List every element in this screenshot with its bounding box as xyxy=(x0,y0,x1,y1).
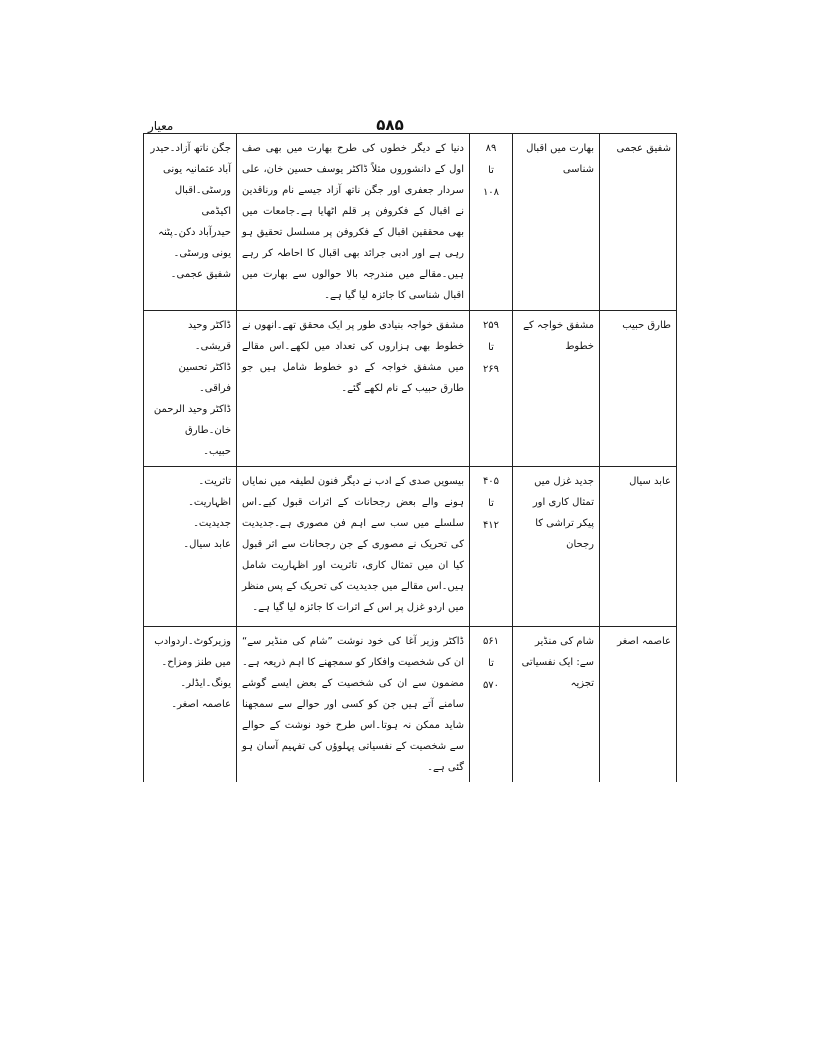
author-cell: شفیق عجمی xyxy=(600,134,677,311)
title-cell: بھارت میں اقبال شناسی xyxy=(513,134,600,311)
keyword: جدیدیت۔ xyxy=(193,518,231,529)
summary-cell: مشفق خواجہ بنیادی طور پر ایک محقق تھے۔انھوں نے خطوط بھی ہزاروں کی تعداد میں لکھے۔اس مقالے میں مشفق خواجہ کے دو خطوط شامل ہیں جو طارق حبیب کے نام لکھے گئے۔ xyxy=(237,311,470,467)
title-cell: شام کی منڈیر سے: ایک نفسیاتی تجزیہ xyxy=(513,627,600,783)
page-range-word: تا xyxy=(488,658,494,669)
table-row xyxy=(144,134,677,311)
keyword: شفیق عجمی۔ xyxy=(170,269,231,280)
running-head: معیار xyxy=(148,119,174,133)
keywords-cell xyxy=(144,311,237,467)
keyword: ڈاکٹر تحسین فراقی۔ xyxy=(178,362,231,394)
pages-cell xyxy=(470,311,513,467)
page-range-word: تا xyxy=(488,342,494,353)
keywords-cell xyxy=(144,627,237,783)
keyword: ورسٹی۔اقبال اکیڈمی xyxy=(174,185,231,217)
keyword: میں طنز ومزاح۔ xyxy=(161,657,231,668)
keyword: تاثریت۔ xyxy=(198,476,231,487)
pages-cell xyxy=(470,627,513,783)
keywords-cell xyxy=(144,134,237,311)
page-start: ۵۶۱ xyxy=(482,636,500,647)
keyword: عابد سیال۔ xyxy=(183,539,231,550)
summary-cell: بیسویں صدی کے ادب نے دیگر فنون لطیفہ میں نمایاں ہونے والے بعض رجحانات کے اثرات قبول کیے۔اس سلسلے میں سب سے اہم فن مصوری ہے۔جدیدیت کی تحریک نے مصوری کے جن رجحانات سے اثر قبول کیا ان میں تمثال کاری، تاثریت اور اظہاریت شامل ہیں۔اس مقالے میں جدیدیت کی تحریک کے پس منظر میں اردو غزل پر اس کے اثرات کا جائزہ لیا گیا ہے۔ xyxy=(237,467,470,627)
keyword: ڈاکٹر وحید الرحمن xyxy=(153,404,231,415)
page-number: ۵۸۵ xyxy=(376,116,404,134)
keyword: عاصمہ اصغر۔ xyxy=(171,699,231,710)
keyword: وزیرکوٹ۔اردوادب xyxy=(154,636,231,647)
page-start: ۲۵۹ xyxy=(482,320,500,331)
pages-cell xyxy=(470,467,513,627)
keyword: حیدرآباد دکن۔پٹنہ xyxy=(158,227,231,238)
pages-cell xyxy=(470,134,513,311)
keyword: جگن ناتھ آزاد۔حیدر xyxy=(150,143,231,154)
table-row xyxy=(144,627,677,783)
keyword: ڈاکٹر وحید قریشی۔ xyxy=(188,320,231,352)
article-index-table xyxy=(143,133,677,782)
page-range-word: تا xyxy=(488,498,494,509)
page-end: ۱۰۸ xyxy=(482,187,500,198)
page-end: ۵۷۰ xyxy=(482,680,500,691)
page-start: ۴۰۵ xyxy=(482,476,500,487)
page-range-word: تا xyxy=(488,165,494,176)
keyword: خان۔طارق xyxy=(184,425,231,436)
page-end: ۴۱۲ xyxy=(482,520,500,531)
keyword: یونی ورسٹی۔ xyxy=(173,248,231,259)
summary-cell: دنیا کے دیگر خطوں کی طرح بھارت میں بھی صف اول کے دانشوروں مثلاً ڈاکٹر یوسف حسین خان، علی سردار جعفری اور جگن ناتھ آزاد جیسے نام ورناقدین نے اقبال کے فکروفن پر قلم اٹھایا ہے۔جامعات میں بھی محققین اقبال کے فکروفن پر مسلسل تحقیق ہو رہی ہے اور ادبی جرائد بھی اقبال کا احاطہ کر رہے ہیں۔مقالے میں مندرجہ بالا حوالوں سے بھارت میں اقبال شناسی کا جائزہ لیا گیا ہے۔ xyxy=(237,134,470,311)
author-cell: عابد سیال xyxy=(600,467,677,627)
keyword: آباد عثمانیہ یونی xyxy=(163,164,231,175)
title-cell: جدید غزل میں تمثال کاری اور پیکر تراشی کا رجحان xyxy=(513,467,600,627)
keyword: اظہاریت۔ xyxy=(188,497,231,508)
keyword: یونگ۔ایڈلر۔ xyxy=(180,678,231,689)
page-end: ۲۶۹ xyxy=(482,364,500,375)
table-row xyxy=(144,467,677,627)
keyword: حبیب۔ xyxy=(203,446,231,457)
table-row xyxy=(144,311,677,467)
author-cell: طارق حبیب xyxy=(600,311,677,467)
title-cell: مشفق خواجہ کے خطوط xyxy=(513,311,600,467)
summary-cell: ڈاکٹر وزیر آغا کی خود نوشت ”شام کی منڈیر سے“ ان کی شخصیت وافکار کو سمجھنے کا اہم ذریعہ ہے۔مضمون سے ان کی شخصیت کے بعض ایسے گوشے سامنے آتے ہیں جن کو کسی اور حوالے سے سمجھنا شاید ممکن نہ ہوتا۔اس طرح خود نوشت کے حوالے سے شخصیت کے نفسیاتی پہلوؤں کی تفہیم آسان ہو گئی ہے۔ xyxy=(237,627,470,783)
keywords-cell xyxy=(144,467,237,627)
page-start: ۸۹ xyxy=(485,143,497,154)
author-cell: عاصمہ اصغر xyxy=(600,627,677,783)
